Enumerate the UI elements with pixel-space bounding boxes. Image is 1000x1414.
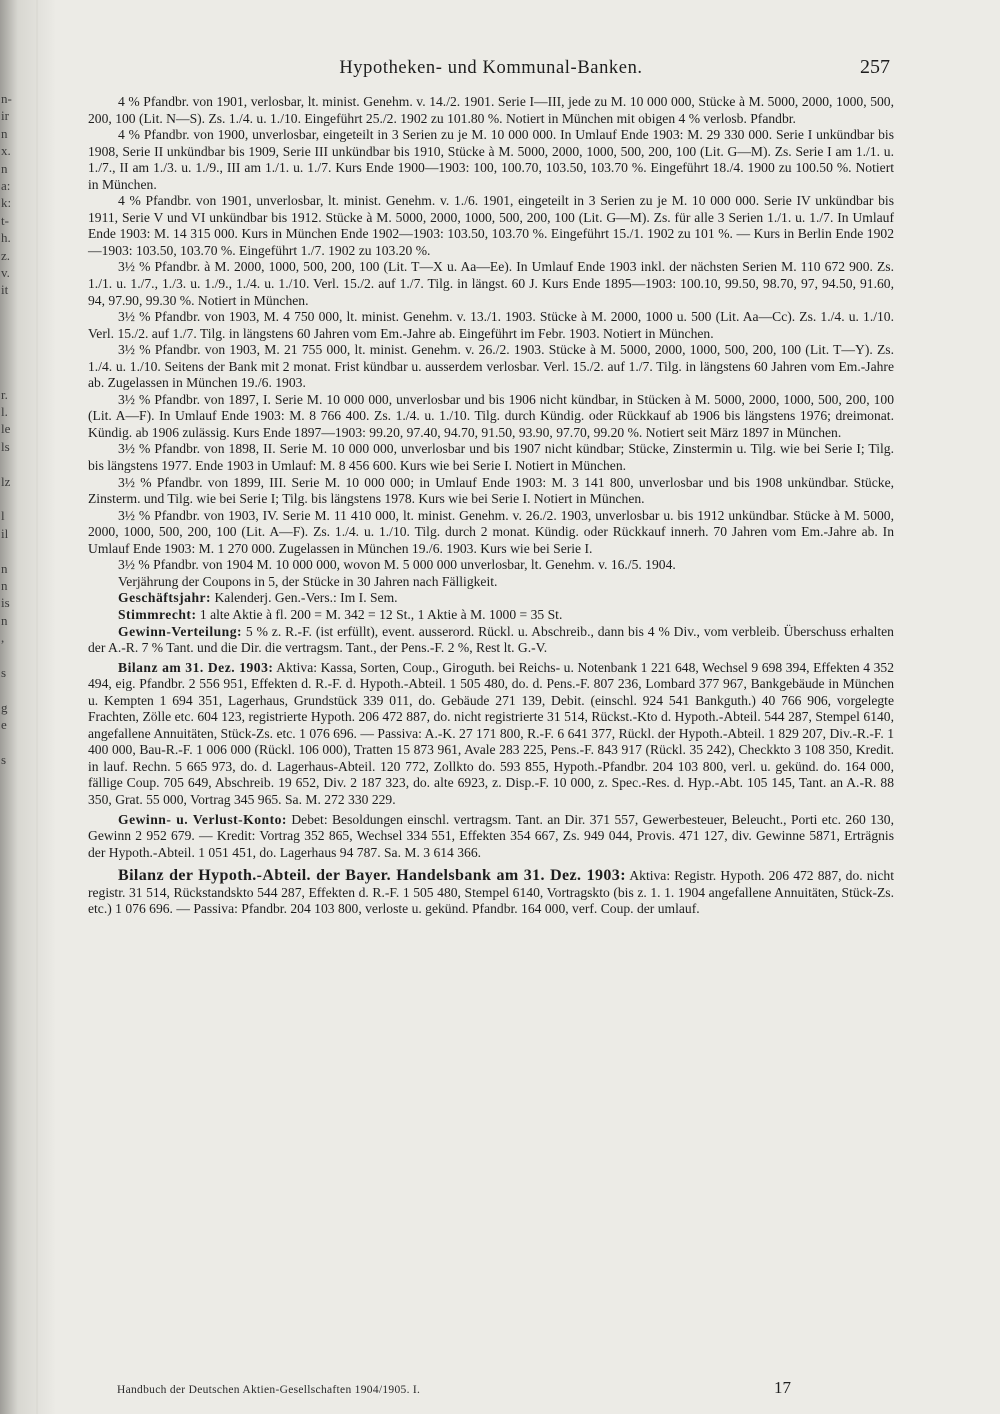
margin-fragment: e xyxy=(1,718,7,733)
margin-fragment: r. xyxy=(1,387,8,402)
margin-fragment: n xyxy=(1,126,8,141)
margin-fragment: l. xyxy=(1,405,8,420)
margin-fragment xyxy=(1,370,15,387)
paragraph-3-5pct-pfandbr-1897-serie-1: 3½ % Pfandbr. von 1897, I. Serie M. 10 000 000, unverlosbar und bis 1906 nicht kündbar, in Stücken à M. 5000, 2000, 1000, 500, 200, 100 (Lit. A—F). In Umlauf Ende 1903: M. 8 766 400. Zs. 1./4. u. 1./10. Tilg. durch Kündig. oder Rückkauf ab 1906 bis längstens 1976; dreimonat. Kündig. ab 1906 zulässig. Kurs Ende 1897—1903: 99.20, 97.40, 94.70, 91.50, 93.90, 97.70, 99.20 %. Notiert seit März 1897 in München. xyxy=(88,391,894,440)
margin-fragment: ls xyxy=(1,439,10,454)
margin-fragment xyxy=(1,683,15,700)
margin-fragment: n xyxy=(1,161,8,176)
lead-bilanz-1903: Bilanz am 31. Dez. 1903: xyxy=(118,659,274,675)
paragraph-3-5pct-pfandbr-general: 3½ % Pfandbr. à M. 2000, 1000, 500, 200, 100 (Lit. T—X u. Aa—Ee). In Umlauf Ende 1903 inkl. der nächsten Serien M. 110 672 900. Zs. 1./1. u. 1./7., 1./3. u. 1./9., 1./4. u. 1./10. Verl. 15./2. auf 1./7. Tilg. in längst. 60 J. Kurs Ende 1895—1903: 100.10, 99.50, 98.70, 97, 94.50, 91.60, 94, 97.90, 99.30 %. Notiert in München. xyxy=(88,259,894,308)
margin-fragment xyxy=(1,649,15,666)
lead-stimmrecht: Stimmrecht: xyxy=(118,606,197,622)
margin-fragment xyxy=(1,822,15,839)
margin-fragment: is xyxy=(1,596,10,611)
margin-fragment: v. xyxy=(1,265,10,280)
previous-page-text-fragments xyxy=(1,92,15,892)
margin-fragment: g xyxy=(1,700,8,715)
lead-bilanz-hypoth-abteil: Bilanz der Hypoth.-Abteil. der Bayer. Handelsbank am 31. Dez. 1903: xyxy=(118,867,626,885)
margin-fragment xyxy=(1,770,15,787)
margin-fragment xyxy=(1,857,15,874)
margin-fragment: n xyxy=(1,613,8,628)
running-title: Hypotheken- und Kommunal-Banken. xyxy=(339,58,643,78)
main-text-column xyxy=(88,94,894,918)
margin-fragment xyxy=(1,544,15,561)
margin-fragment xyxy=(1,735,15,752)
margin-fragment: l xyxy=(1,509,5,524)
margin-fragment: n xyxy=(1,561,8,576)
margin-fragment: lz xyxy=(1,474,11,489)
paragraph-3-5pct-pfandbr-1899-serie-3: 3½ % Pfandbr. von 1899, III. Serie M. 10 000 000; in Umlauf Ende 1903: M. 3 141 800, unverlosbar und bis 1908 unkündbar. Stücke, Zinsterm. und Tilg. wie bei Serie I; Tilg. bis längstens 1978. Kurs wie bei Serie I. Notiert in München. xyxy=(88,474,894,507)
lead-geschaeftsjahr: Geschäftsjahr: xyxy=(118,590,212,606)
page-header xyxy=(88,58,894,88)
margin-fragment: n- xyxy=(1,92,12,106)
previous-page-strip xyxy=(0,0,56,1414)
margin-fragment xyxy=(1,335,15,352)
paragraph-gewinn-verlust-konto: Gewinn- u. Verlust-Konto: Debet: Besoldungen einschl. vertragsm. Tant. an Dir. 371 557, Gewerbesteuer, Beleucht., Porti etc. 260 130, Gewinn 2 952 679. — Kredit: Vortrag 352 865, Wechsel 334 551, Effekten 354 667, Zs. 949 044, Provis. 471 127, div. Gewinne 5871, Erträgnis der Hypoth.-Abteil. 1 051 451, do. Lagerhaus 94 787. Sa. M. 3 614 366. xyxy=(88,811,894,860)
margin-fragment xyxy=(1,492,15,509)
margin-fragment: n xyxy=(1,578,8,593)
paragraph-bilanz-hypoth-abteil: Bilanz der Hypoth.-Abteil. der Bayer. Handelsbank am 31. Dez. 1903: Aktiva: Registr. Hypoth. 206 472 887, do. nicht registr. 31 514, Rückstandskto 544 287, Effekten d. R.-F. 1 505 480, Stempel 6140, Vortragskto (bis z. 1. 1. 1904 angefallene Annuitäten, Stück-Zs. etc.) 1 076 696. — Passiva: Pfandbr. 204 103 800, verloste u. gekünd. Pfandbr. 164 000, verf. Coup. der umlauf. xyxy=(88,867,894,917)
margin-fragment xyxy=(1,840,15,857)
margin-fragment xyxy=(1,301,15,318)
margin-fragment: x. xyxy=(1,144,11,159)
margin-fragment: il xyxy=(1,526,9,541)
signature-mark: 17 xyxy=(774,1378,791,1397)
book-gutter xyxy=(36,0,38,1414)
paragraph-3-5pct-pfandbr-1903-a: 3½ % Pfandbr. von 1903, M. 4 750 000, lt. minist. Genehm. v. 13./1. 1903. Stücke à M. 2000, 1000 u. 500 (Lit. Aa—Cc). Zs. 1./4. u. 1./10. Verl. 15./2. auf 1./7. Tilg. in längstens 60 Jahren vom Em.-Jahre ab. Eingeführt im Febr. 1903. Notiert in München. xyxy=(88,309,894,341)
paragraph-geschaeftsjahr: Geschäftsjahr: Kalenderj. Gen.-Vers.: Im I. Sem. xyxy=(118,590,398,606)
lead-gewinn-verteilung: Gewinn-Verteilung: xyxy=(118,623,243,639)
margin-fragment xyxy=(1,788,15,805)
margin-fragment xyxy=(1,318,15,335)
margin-fragment: s xyxy=(1,752,7,767)
margin-fragment: z. xyxy=(1,248,11,263)
margin-fragment: ir xyxy=(1,109,9,124)
paragraph-stimmrecht: Stimmrecht: 1 alte Aktie à fl. 200 = M. 342 = 12 St., 1 Aktie à M. 1000 = 35 St. xyxy=(118,606,563,622)
margin-fragment: , xyxy=(1,631,5,646)
margin-fragment: k: xyxy=(1,196,12,211)
paragraph-4pct-pfandbr-1901-verlosbar: 4 % Pfandbr. von 1901, verlosbar, lt. minist. Genehm. v. 14./2. 1901. Serie I—III, jede zu M. 10 000 000, Stücke à M. 5000, 2000, 1000, 500, 200, 100 (Lit. N—S). Zs. 1./4. u. 1./10. Eingeführt 25./2. 1902 zu 101.80 %. Notiert in München mit obigen 4 % verlosb. Pfandbr. xyxy=(88,94,894,126)
margin-fragment: a: xyxy=(1,178,11,193)
margin-fragment: t- xyxy=(1,213,9,228)
margin-fragment xyxy=(1,457,15,474)
paragraph-4pct-pfandbr-1900: 4 % Pfandbr. von 1900, unverlosbar, eingeteilt in 3 Serien zu je M. 10 000 000. In Umlauf Ende 1903: M. 29 330 000. Serie I unkündbar bis 1908, Serie II unkündbar bis 1909, Serie III unkündbar bis 1910, Stücke à M. 5000, 2000, 1000, 500, 200, 100 (Lit. G—M). Zs. Serie I am 1./1. u. 1./7., II am 1./3. u. 1./9., III am 1./1. u. 1./7. Kurs Ende 1900—1903: 100, 100.70, 103.50, 103.70 %. Eingeführt 18./4. 1900 zu 100.50 %. Notiert in München. xyxy=(88,127,894,192)
margin-fragment: it xyxy=(1,283,9,298)
footer-source-note: Handbuch der Deutschen Aktien-Gesellschaften 1904/1905. I. xyxy=(117,1384,421,1396)
paragraph-gewinn-verteilung: Gewinn-Verteilung: 5 % z. R.-F. (ist erfüllt), event. ausserord. Rückl. u. Abschreib., dann bis 4 % Div., vom verbleib. Überschuss erhalten der A.-R. 7 % Tant. und die Dir. die vertragsm. Tant., der Pens.-F. 2 %, Rest lt. G.-V. xyxy=(88,623,894,656)
margin-fragment: le xyxy=(1,422,11,437)
margin-fragment xyxy=(1,875,15,892)
margin-fragment xyxy=(1,805,15,822)
page-number: 257 xyxy=(860,56,890,78)
paragraph-4pct-pfandbr-1901-unverlosbar: 4 % Pfandbr. von 1901, unverlosbar, lt. minist. Genehm. v. 1./6. 1901, eingeteilt in 3 Serien zu je M. 10 000 000. Serie IV unkündbar bis 1911, Serie V und VI unkündbar bis 1912. Stücke à M. 5000, 2000, 1000, 500, 200, 100 (Lit. G—M). Zs. für alle 3 Serien 1./1. u. 1./7. In Umlauf Ende 1903: M. 14 315 000. Kurs in München Ende 1902—1903: 103.50, 103.70 %. Eingeführt 15./1. 1902 zu 101 %. — Kurs in Berlin Ende 1902—1903: 103.50, 103.70 %. Eingeführt 1./7. 1902 zu 103.20 %. xyxy=(88,193,894,258)
paragraph-bilanz-1903: Bilanz am 31. Dez. 1903: Aktiva: Kassa, Sorten, Coup., Giroguth. bei Reichs- u. Notenbank 1 221 648, Wechsel 9 698 394, Effekten 4 352 494, eig. Pfandbr. 2 556 951, Effekten d. R.-F. d. Hypoth.-Abteil. 1 505 480, do. d. Pens.-F. 807 236, Lombard 377 967, Bankgebäude in München u. Kempten 1 694 351, Lagerhaus, Grundstück 339 011, do. Gebäude 271 139, Debit. (einschl. 924 541 Bankguth.) 40 766 906, vorgelegte Frachten, Zölle etc. 604 123, registrierte Hypoth. 206 472 887, do. nicht registrierte 31 514, Rückst.-Kto d. Hypoth.-Abteil. 544 287, Stempel 6140, angefallene Annuitäten, Stück-Zs. etc. 1 076 696. — Passiva: A.-K. 27 171 800, R.-F. 6 641 377, Rückl. der Hypoth.-Abteil. 1 829 207, Div.-R.-F. 1 400 000, Bau-R.-F. 1 006 000 (Rückl. 106 000), Tratten 15 873 961, Avale 283 225, Pens.-F. 843 917 (Rückl. 35 242), Checkkto 3 108 350, Kredit. in lauf. Rechn. 5 665 973, do. d. Lagerhaus-Abteil. 120 772, Zollkto do. 593 855, Hypoth.-Pfandbr. 204 103 800, verl. u. gekünd. do. 164 000, fällige Coup. 705 649, Abschreib. 19 652, Div. 2 187 323, do. alte 6923, z. Disp.-F. 10 000, z. Spec.-Res. d. Hyp.-Abt. 105 145, Tant. an A.-R. 88 350, Grat. 55 000, Vortrag 345 965. Sa. M. 272 330 229. xyxy=(88,659,894,807)
margin-fragment xyxy=(1,353,15,370)
lead-gewinn-verlust-konto: Gewinn- u. Verlust-Konto: xyxy=(118,811,287,827)
paragraph-verjaehrung: Verjährung der Coupons in 5, der Stücke in 30 Jahren nach Fälligkeit. xyxy=(118,573,498,589)
paragraph-3-5pct-pfandbr-1904: 3½ % Pfandbr. von 1904 M. 10 000 000, wovon M. 5 000 000 unverlosbar, lt. Genehm. v. 16./5. 1904. xyxy=(118,557,676,573)
page-footer xyxy=(117,1378,797,1402)
margin-fragment: h. xyxy=(1,231,11,246)
margin-fragment: s xyxy=(1,665,7,680)
paragraph-3-5pct-pfandbr-1898-serie-2: 3½ % Pfandbr. von 1898, II. Serie M. 10 000 000, unverlosbar und bis 1907 nicht kündbar; Stücke, Zinstermin u. Tilg. wie bei Serie I; Tilg. bis längstens 1977. Ende 1903 in Umlauf: M. 8 456 600. Kurs wie bei Serie I. Notiert in München. xyxy=(88,441,894,474)
paragraph-3-5pct-pfandbr-1903-b: 3½ % Pfandbr. von 1903, M. 21 755 000, lt. minist. Genehm. v. 26./2. 1903. Stücke à M. 5000, 2000, 1000, 500, 200, 100 (Lit. T—Y). Zs. 1./4. u. 1./10. Seitens der Bank mit 2 monat. Frist kündbar u. ausserdem verlosbar. Verl. 15./2. auf 1./7. Tilg. in längstens 60 Jahren vom Em.-Jahre ab. Zugelassen in München 19./6. 1903. xyxy=(88,342,894,391)
paragraph-3-5pct-pfandbr-1903-serie-4: 3½ % Pfandbr. von 1903, IV. Serie M. 11 410 000, lt. minist. Genehm. v. 26./2. 1903, unverlosbar u. bis 1912 unkündbar. Stücke à M. 5000, 2000, 1000, 500, 200, 100 (Lit. A—F). Zs. 1./4. u. 1./10. Tilg. durch 2 monat. Kündig. oder Rückkauf innerh. 70 Jahren vom Em.-Jahre ab. In Umlauf Ende 1903: M. 1 270 000. Zugelassen in München 19./6. 1903. Kurs wie bei Serie I. xyxy=(88,507,894,556)
